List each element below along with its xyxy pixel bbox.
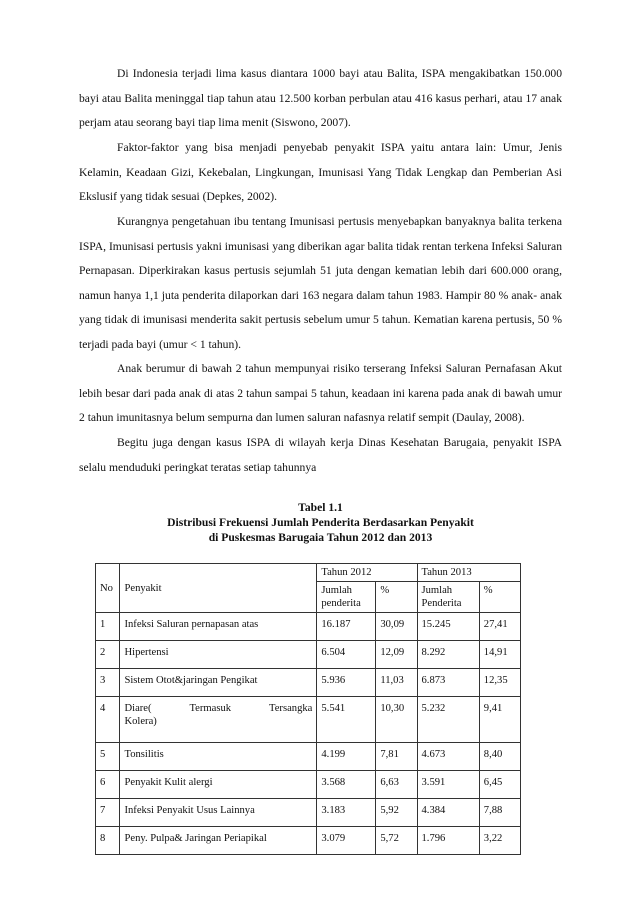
cell-jumlah-2012: 4.199 <box>317 743 376 771</box>
table-row <box>96 771 521 799</box>
cell-jumlah-2012: 6.504 <box>317 641 376 669</box>
cell-no: 7 <box>96 799 120 827</box>
cell-penyakit: Peny. Pulpa& Jaringan Periapikal <box>120 827 317 855</box>
cell-pct-2013: 8,40 <box>479 743 520 771</box>
cell-penyakit: Hipertensi <box>120 641 317 669</box>
paragraph-3: Kurangnya pengetahuan ibu tentang Imunisasi pertusis menyebapkan banyaknya balita terkena ISPA, Imunisasi pertusis yakni imunisasi yang diberikan agar balita tidak rentan terkena Infeksi Saluran Pernapasan. Diperkirakan kasus pertusis sejumlah 51 juta dengan kematian lebih dari 600.000 orang, namun hanya 1,1 juta penderita dilaporkan dari 163 negara dalam tahun 1983. Hampir 80 % anak- anak yang tidak di imunisasi menderita sakit pertusis sebelum umur 5 tahun. Kematian karena pertusis, 50 % terjadi pada bayi (umur < 1 tahun). <box>79 215 562 351</box>
cell-pct-2012: 5,92 <box>376 799 417 827</box>
cell-jumlah-2013: 8.292 <box>417 641 479 669</box>
cell-no: 6 <box>96 771 120 799</box>
cell-pct-2012: 30,09 <box>376 613 417 641</box>
cell-pct-2013: 27,41 <box>479 613 520 641</box>
paragraph-1: Di Indonesia terjadi lima kasus diantara 1000 bayi atau Balita, ISPA mengakibatkan 150.000 bayi atau Balita meninggal tiap tahun atau 12.500 korban perbulan atau 416 kasus perhari, atau 17 anak perjam atau seorang bayi tiap lima menit (Siswono, 2007). <box>79 67 562 130</box>
cell-jumlah-2013: 3.591 <box>417 771 479 799</box>
table-row <box>96 641 521 669</box>
cell-jumlah-2012: 5.541 <box>317 697 376 743</box>
cell-pct-2013: 3,22 <box>479 827 520 855</box>
cell-penyakit: Tonsilitis <box>120 743 317 771</box>
header-no: No <box>96 564 120 613</box>
paragraph-5: Begitu juga dengan kasus ISPA di wilayah kerja Dinas Kesehatan Barugaia, penyakit ISPA selalu menduduki peringkat teratas setiap tahunnya <box>79 436 562 474</box>
cell-jumlah-2013: 6.873 <box>417 669 479 697</box>
cell-jumlah-2012: 5.936 <box>317 669 376 697</box>
table-caption-title: Distribusi Frekuensi Jumlah Penderita Berdasarkan Penyakit <box>167 516 474 529</box>
header-jumlah-2012: Jumlah penderita <box>317 582 376 613</box>
cell-penyakit: Infeksi Saluran pernapasan atas <box>120 613 317 641</box>
cell-jumlah-2012: 3.568 <box>317 771 376 799</box>
table-caption-label: Tabel 1.1 <box>298 501 343 514</box>
cell-pct-2012: 12,09 <box>376 641 417 669</box>
cell-jumlah-2013: 1.796 <box>417 827 479 855</box>
cell-no: 3 <box>96 669 120 697</box>
cell-pct-2013: 7,88 <box>479 799 520 827</box>
cell-pct-2012: 6,63 <box>376 771 417 799</box>
cell-jumlah-2012: 3.183 <box>317 799 376 827</box>
cell-no: 5 <box>96 743 120 771</box>
header-pct-2013: % <box>479 582 520 613</box>
cell-no: 4 <box>96 697 120 743</box>
paragraph-4: Anak berumur di bawah 2 tahun mempunyai risiko terserang Infeksi Saluran Pernafasan Akut lebih besar dari pada anak di atas 2 tahun sampai 5 tahun, keadaan ini karena pada anak di bawah umur 2 tahun imunitasnya belum sempurna dan lumen saluran nafasnya relatif sempit (Daulay, 2008). <box>79 362 562 425</box>
cell-jumlah-2012: 16.187 <box>317 613 376 641</box>
cell-jumlah-2013: 4.384 <box>417 799 479 827</box>
cell-penyakit <box>120 697 317 743</box>
cell-penyakit-line1: Diare( Termasuk Tersangka <box>124 703 313 714</box>
header-penyakit: Penyakit <box>120 564 317 613</box>
table-caption-subtitle: di Puskesmas Barugaia Tahun 2012 dan 2013 <box>208 531 433 544</box>
cell-penyakit-line2: Kolera) <box>124 716 157 727</box>
cell-jumlah-2012: 3.079 <box>317 827 376 855</box>
cell-penyakit: Sistem Otot&jaringan Pengikat <box>120 669 317 697</box>
header-jumlah-2013: Jumlah Penderita <box>417 582 479 613</box>
cell-no: 2 <box>96 641 120 669</box>
cell-jumlah-2013: 4.673 <box>417 743 479 771</box>
cell-pct-2012: 7,81 <box>376 743 417 771</box>
cell-pct-2013: 6,45 <box>479 771 520 799</box>
cell-pct-2013: 14,91 <box>479 641 520 669</box>
header-year-2012: Tahun 2012 <box>317 564 417 582</box>
table-row <box>96 799 521 827</box>
table-row <box>96 743 521 771</box>
cell-jumlah-2013: 15.245 <box>417 613 479 641</box>
cell-pct-2013: 9,41 <box>479 697 520 743</box>
paragraph-2: Faktor-faktor yang bisa menjadi penyebab penyakit ISPA yaitu antara lain: Umur, Jenis Kelamin, Keadaan Gizi, Kekebalan, Lingkungan, Imunisasi Yang Tidak Lengkap dan Pemberian Asi Ekslusif yang tidak sesuai (Depkes, 2002). <box>79 141 562 204</box>
table-row <box>96 697 521 743</box>
table-caption <box>79 500 562 545</box>
table-row <box>96 669 521 697</box>
cell-pct-2012: 10,30 <box>376 697 417 743</box>
cell-pct-2012: 5,72 <box>376 827 417 855</box>
table-header-row <box>96 564 521 582</box>
cell-no: 8 <box>96 827 120 855</box>
cell-jumlah-2013: 5.232 <box>417 697 479 743</box>
cell-pct-2013: 12,35 <box>479 669 520 697</box>
cell-no: 1 <box>96 613 120 641</box>
cell-pct-2012: 11,03 <box>376 669 417 697</box>
cell-penyakit: Penyakit Kulit alergi <box>120 771 317 799</box>
frequency-table <box>95 563 521 855</box>
table-row <box>96 613 521 641</box>
header-year-2013: Tahun 2013 <box>417 564 521 582</box>
header-pct-2012: % <box>376 582 417 613</box>
table-row <box>96 827 521 855</box>
cell-penyakit: Infeksi Penyakit Usus Lainnya <box>120 799 317 827</box>
